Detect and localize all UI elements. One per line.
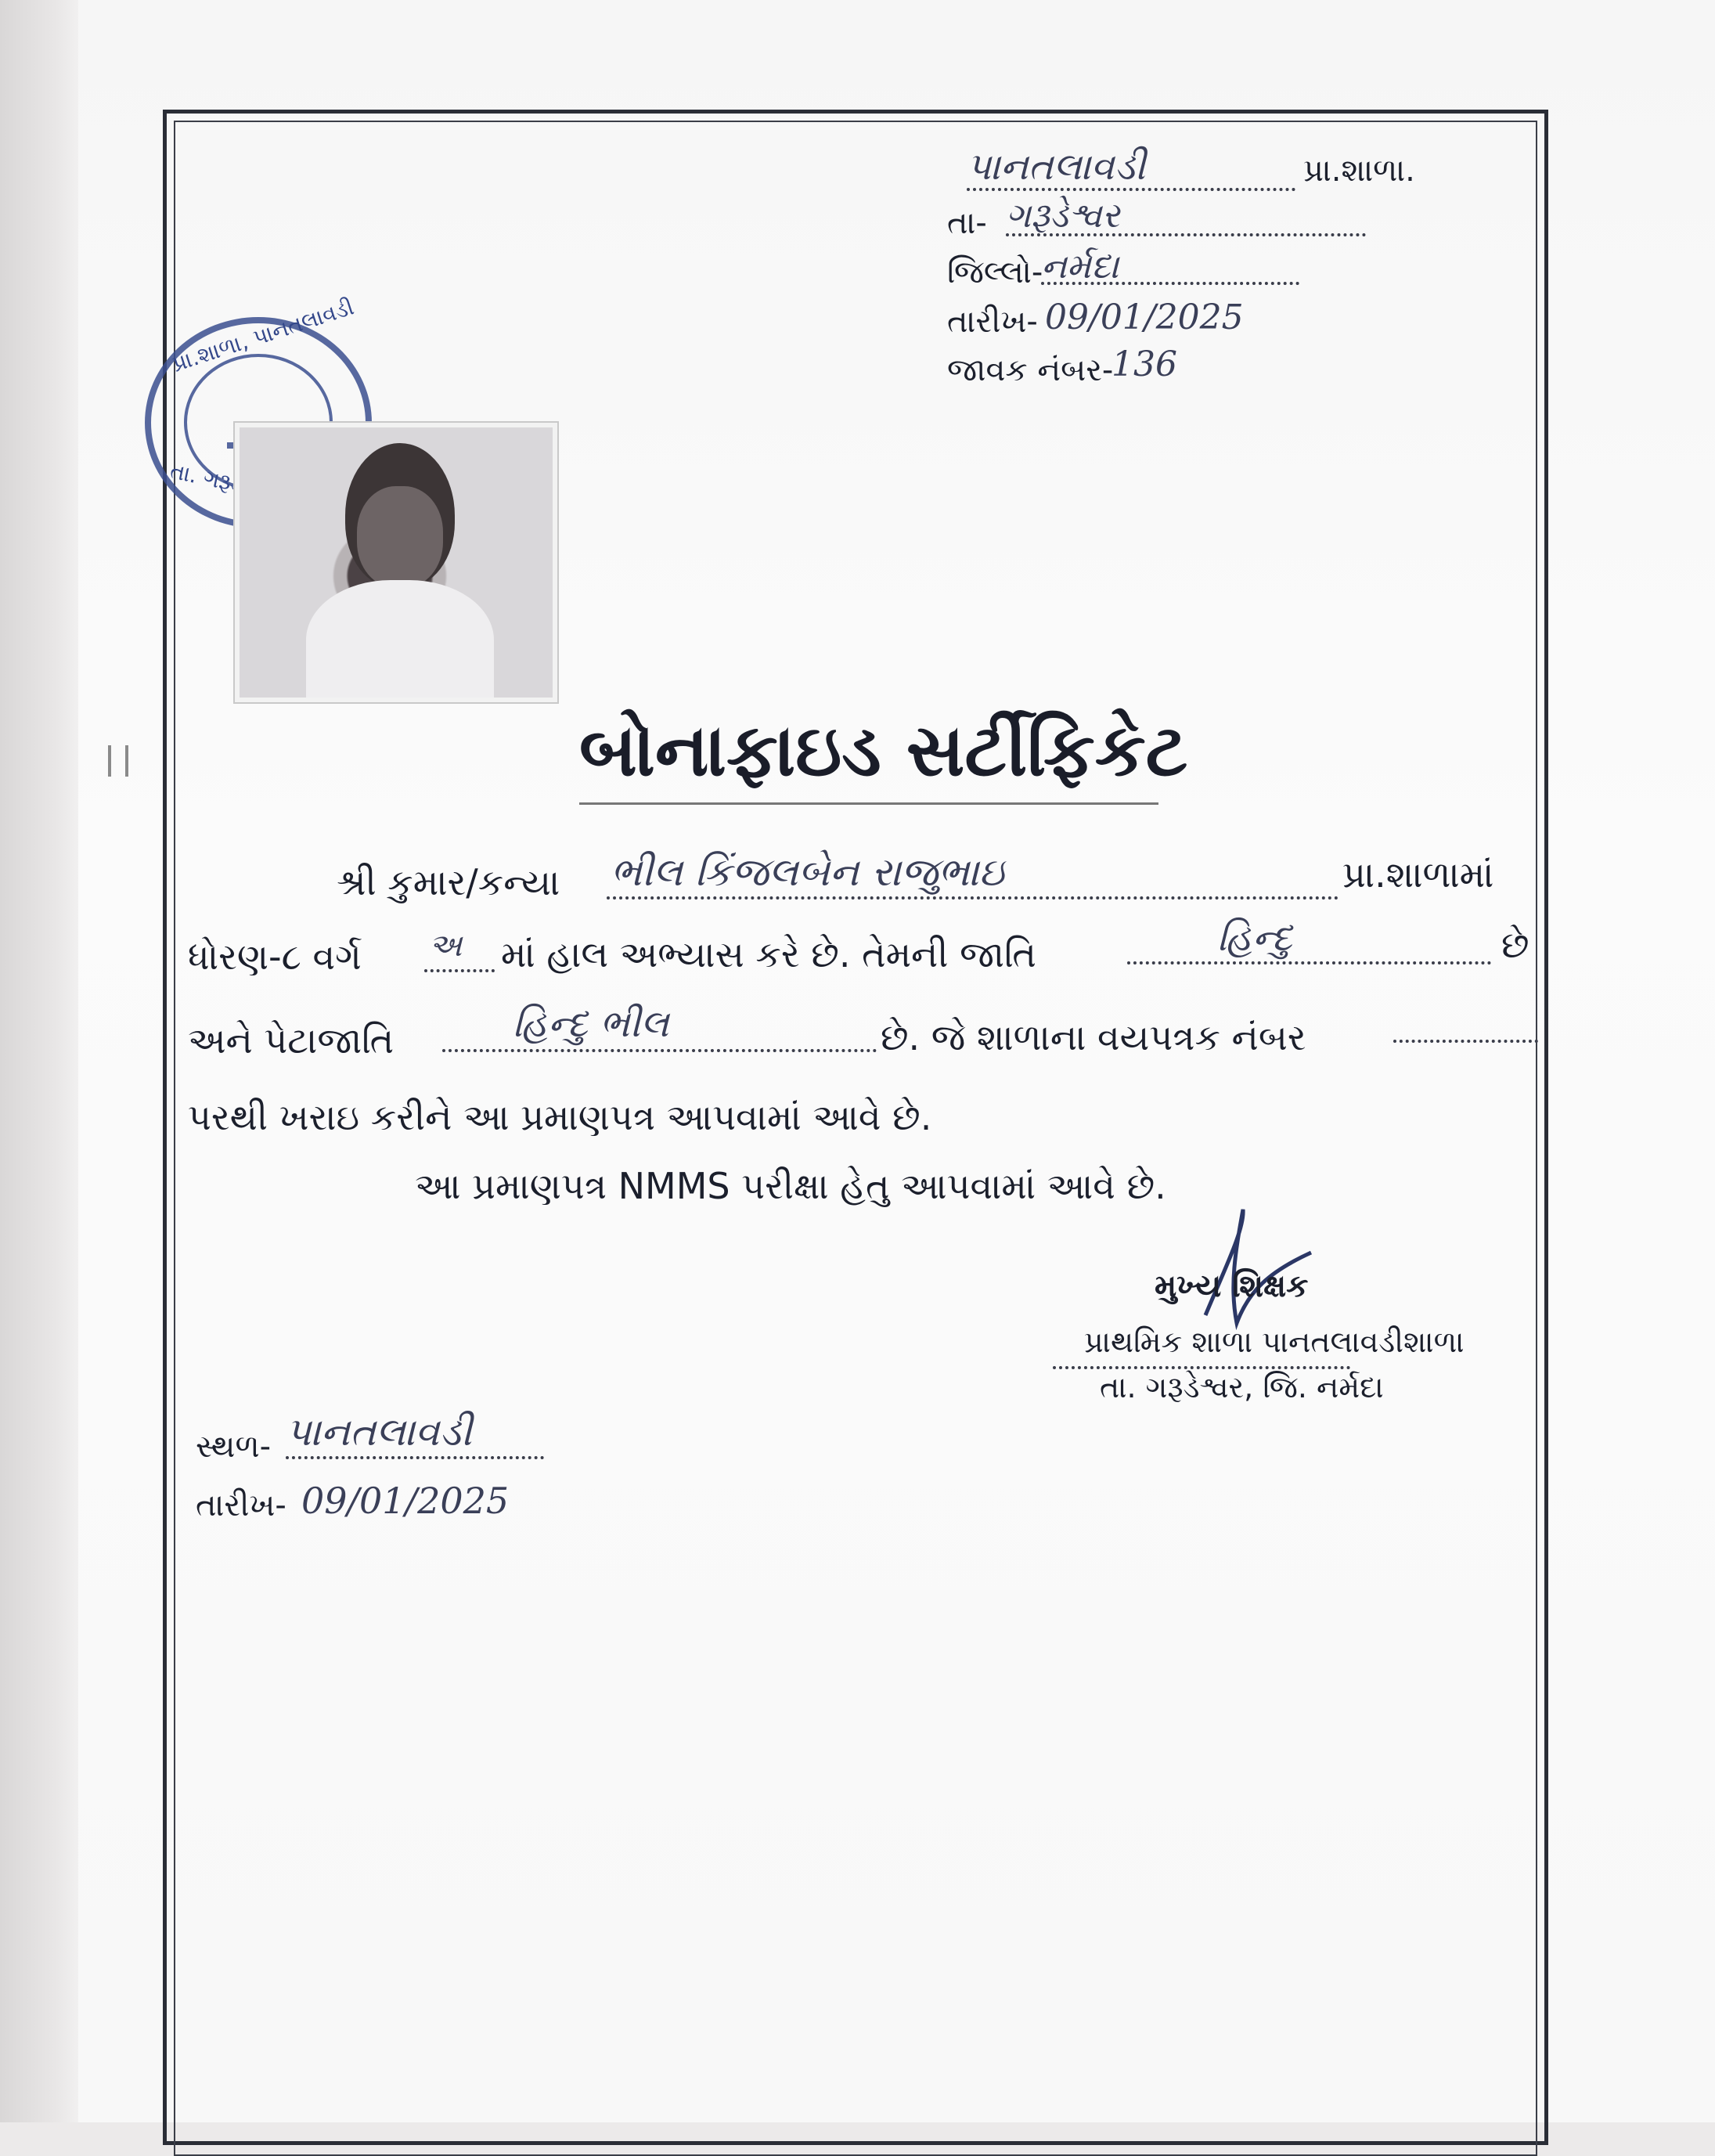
photo-face xyxy=(357,486,443,588)
taluka-label: તા- xyxy=(947,205,987,241)
date-handwritten: 09/01/2025 xyxy=(1045,297,1244,337)
caste-dots xyxy=(1127,961,1491,964)
footer-date-label: તારીખ- xyxy=(196,1487,286,1523)
line3-mid: છે. જે શાળાના વયપત્રક નંબર xyxy=(881,1016,1306,1058)
stamp-bottom-text: તા. xyxy=(168,457,200,489)
school-name-dots xyxy=(967,188,1295,191)
line4: પરથી ખરાઇ કરીને આ પ્રમાણપત્ર આપવામાં આવે છે. xyxy=(188,1096,932,1138)
district-handwritten: નર્મદા xyxy=(1041,247,1119,287)
photo-clothing xyxy=(306,580,494,702)
signature-school: પ્રાથમિક શાળા પાનતલાવડીશાળા xyxy=(1084,1325,1465,1359)
place-label: સ્થળ- xyxy=(196,1429,272,1465)
line1-prefix: શ્રી કુમાર/કન્યા xyxy=(337,861,560,903)
taluka-dots xyxy=(1006,233,1366,236)
school-suffix: પ્રા.શાળા. xyxy=(1303,153,1415,189)
age-register-number-dots xyxy=(1393,1040,1538,1043)
date-label: તારીખ- xyxy=(947,304,1038,340)
line5: આ પ્રમાણપત્ર NMMS પરીક્ષા હેતુ આપવામાં આવે છે. xyxy=(415,1165,1166,1207)
line3-prefix: અને પેટાજાતિ xyxy=(188,1019,395,1062)
class-dots xyxy=(424,969,495,972)
class-handwritten: અ xyxy=(429,928,463,964)
district-label: જિલ્લો- xyxy=(947,254,1043,290)
school-name-handwritten: પાનતલાવડી xyxy=(967,145,1146,189)
line2-suffix: છે xyxy=(1501,924,1529,966)
signature-role: મુખ્ય શિક્ષક xyxy=(1155,1268,1309,1304)
taluka-handwritten: ગરૂડેશ્વર xyxy=(1006,196,1120,236)
district-dots xyxy=(1041,282,1299,285)
stamp-top-text: પ્રા.શાળા, પાનતલાવડી xyxy=(168,294,358,377)
caste-handwritten: હિન્દુ xyxy=(1217,916,1292,960)
subcaste-dots xyxy=(442,1049,877,1052)
student-name-dots xyxy=(607,896,1338,900)
certificate-title: બોનાફાઇડ સર્ટીફિકેટ xyxy=(579,708,1188,792)
outward-number-label: જાવક નંબર- xyxy=(947,352,1114,388)
line2-mid: માં હાલ અભ્યાસ કરે છે. તેમની જાતિ xyxy=(501,933,1036,975)
signature-dots xyxy=(1053,1366,1350,1369)
outward-number-handwritten: 136 xyxy=(1112,344,1177,384)
signature-address: તા. ગરૂડેશ્વર, જિ. નર્મદા xyxy=(1100,1370,1384,1404)
line1-suffix: પ્રા.શાળામાં xyxy=(1342,853,1494,896)
student-photo xyxy=(235,423,557,702)
subcaste-handwritten: હિન્દુ ભીલ xyxy=(513,1002,669,1046)
place-dots xyxy=(286,1456,544,1459)
student-name-handwritten: ભીલ કિંજલબેન રાજુભાઇ xyxy=(611,849,1004,895)
adjacent-page-edge xyxy=(0,0,78,2122)
footer-date-handwritten: 09/01/2025 xyxy=(301,1480,510,1522)
punch-hole-mark xyxy=(108,745,128,777)
place-handwritten: પાનતલાવડી xyxy=(286,1409,473,1455)
line2-prefix: ધોરણ-૮ વર્ગ xyxy=(188,936,362,978)
title-underline xyxy=(579,802,1158,805)
